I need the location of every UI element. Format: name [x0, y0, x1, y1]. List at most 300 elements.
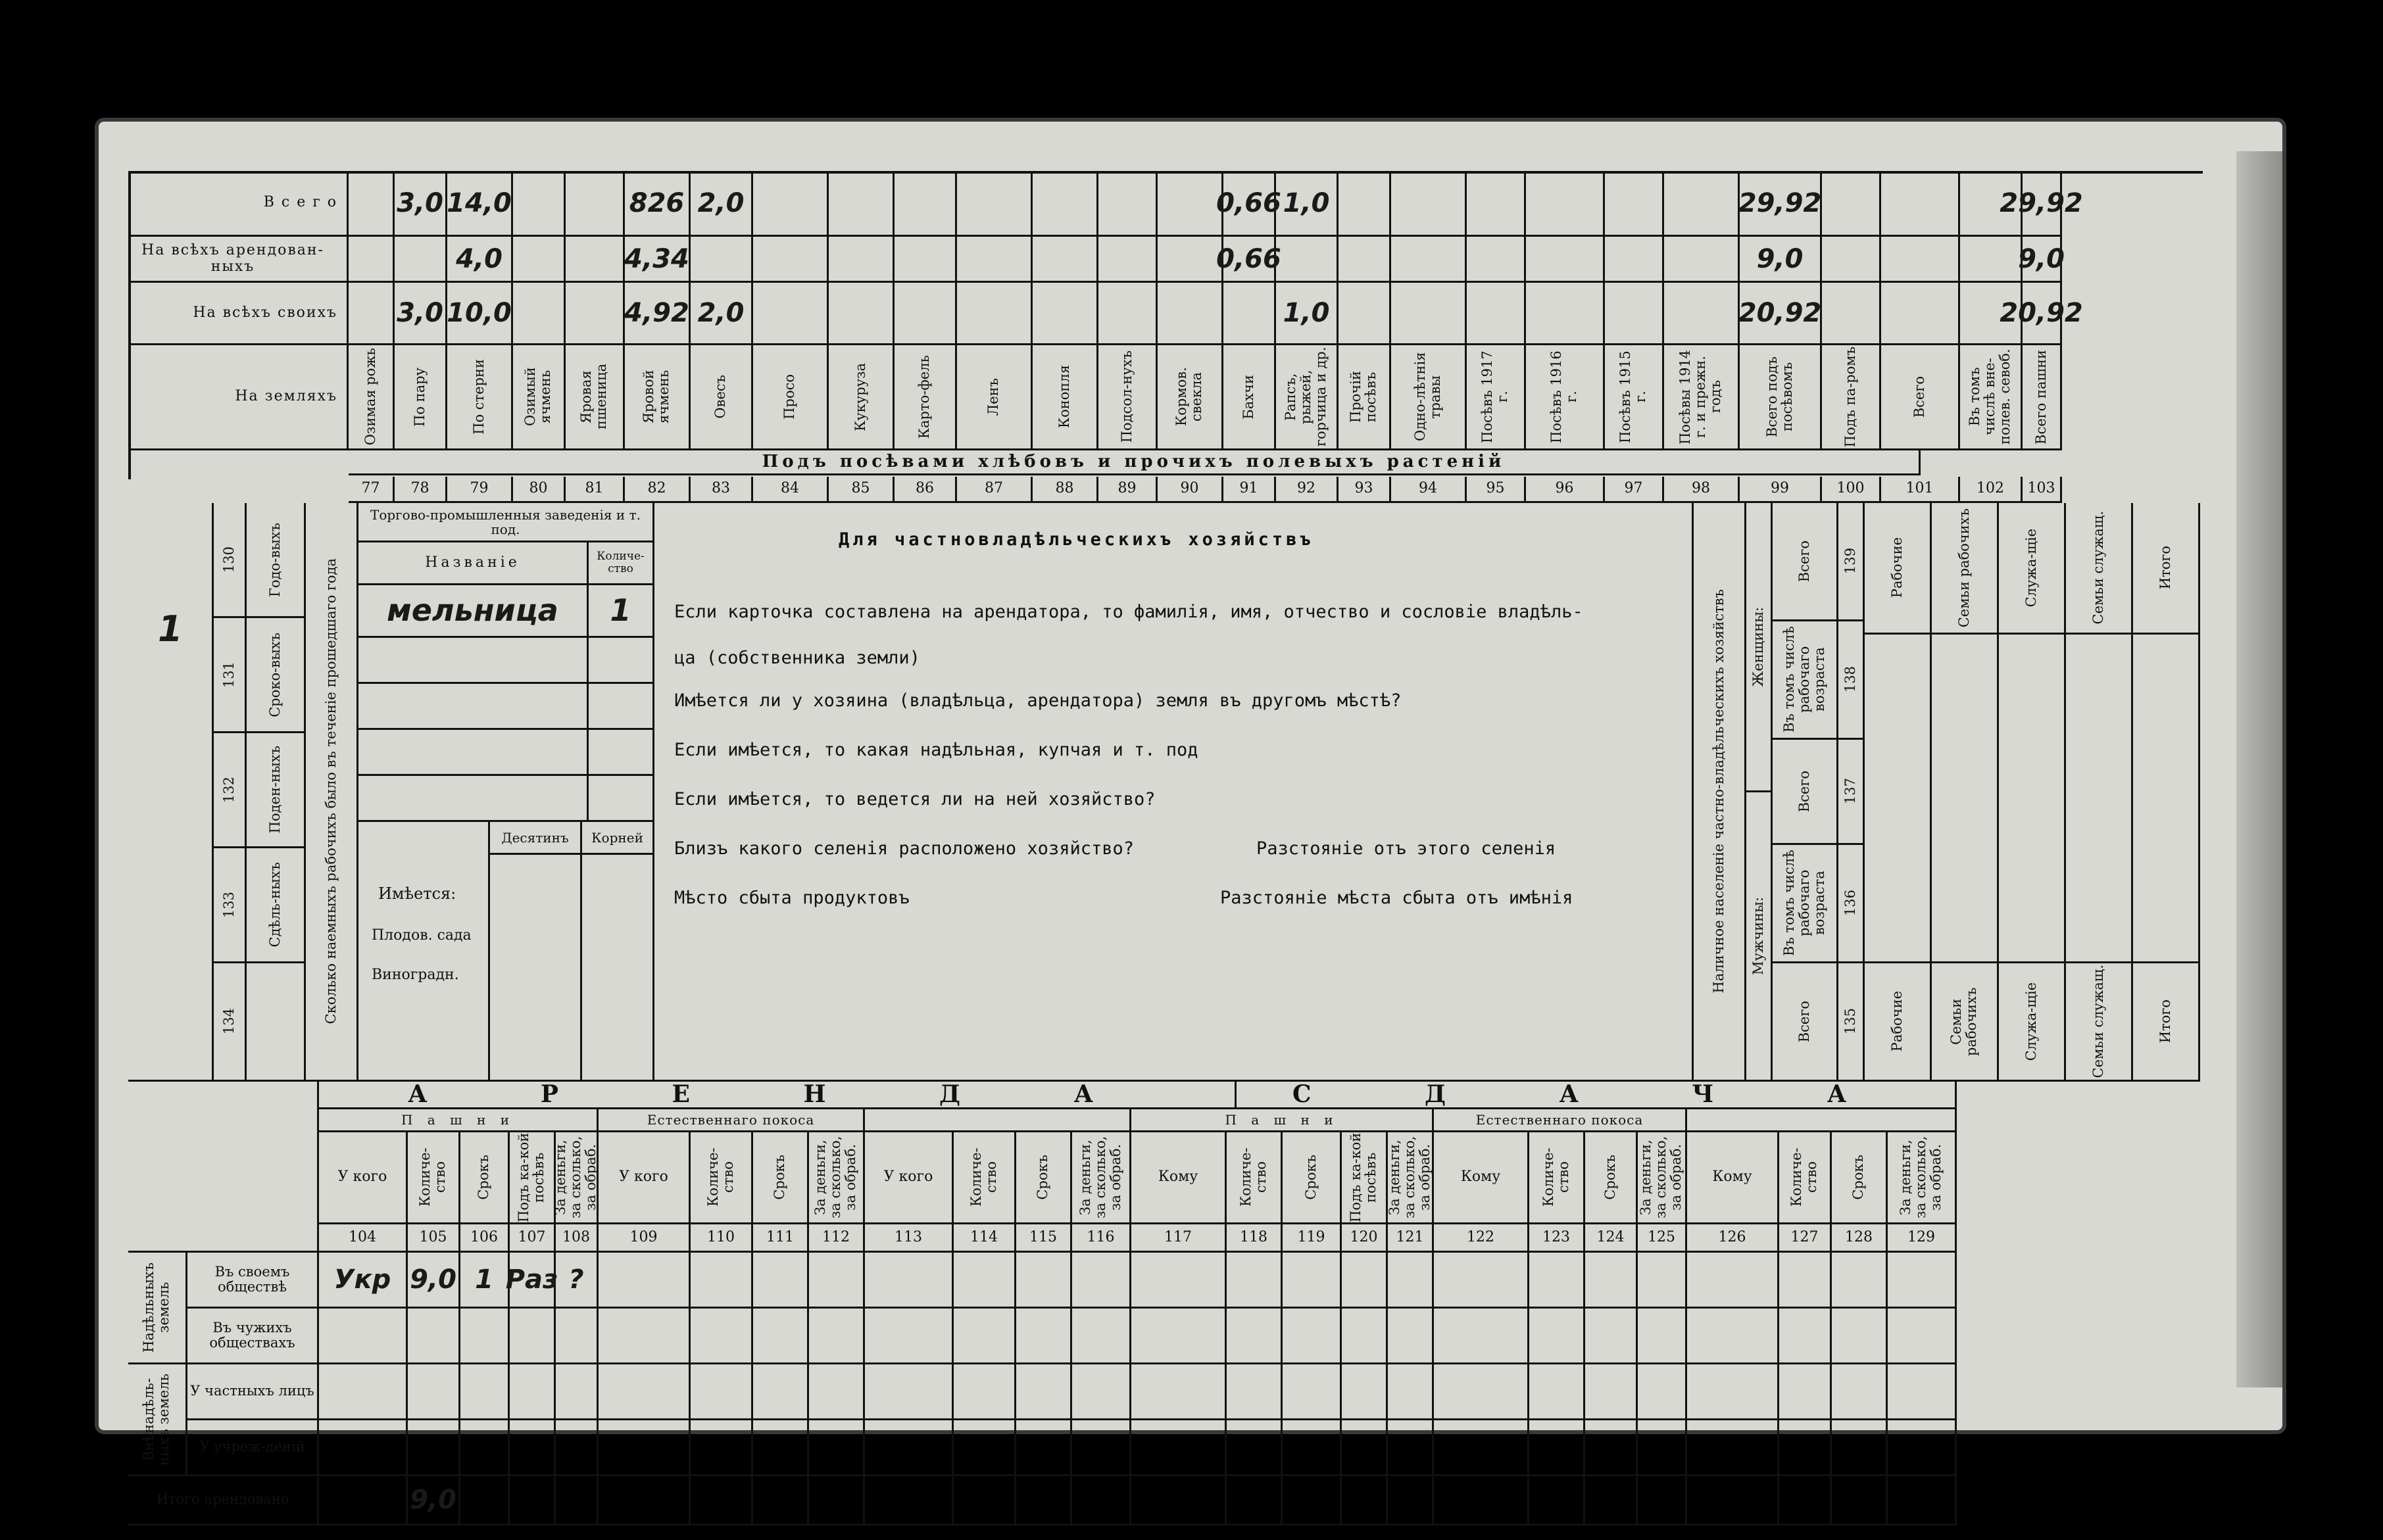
cell-vsego-97 [1605, 171, 1664, 237]
cell-vsego-89 [1098, 171, 1158, 237]
lease-header-106 [460, 1132, 510, 1224]
cell-arend-85 [829, 237, 895, 283]
lease-num-117: 117 [1131, 1224, 1227, 1253]
lease-header-110 [691, 1132, 753, 1224]
lease-num-107: 107 [510, 1224, 556, 1253]
cell-vsego-100 [1822, 171, 1881, 237]
lease-cell-3-114 [954, 1420, 1016, 1476]
cell-vsego-78 [395, 171, 447, 237]
pop-col-mid-sluzh [1999, 635, 2066, 963]
pop-title-text: Наличное населенiе частно-владѣльческихъ хозяйствъ [1710, 589, 1727, 994]
lease-cell-3-110 [691, 1420, 753, 1476]
pop-num-137-text: 137 [1842, 778, 1858, 805]
crop-header-95-text: Посѣвъ 1917 г. [1479, 350, 1511, 443]
lease-cell-0-104 [319, 1253, 408, 1309]
pop-row-label-138 [1773, 621, 1838, 740]
col-num-83: 83 [691, 477, 753, 503]
lease-cell-3-117 [1131, 1420, 1227, 1476]
lease-cell-0-126 [1687, 1253, 1779, 1309]
lease-group-1: Естественнаго покоса [599, 1109, 865, 1132]
lease-corner [128, 1082, 319, 1253]
left-header-133 [247, 848, 306, 963]
row-label-svoi: На всѣхъ своихъ [128, 283, 349, 345]
value-svoi-103: 20,92 [2000, 298, 2083, 328]
lease-num-114: 114 [954, 1224, 1016, 1253]
lease-num-108: 108 [556, 1224, 599, 1253]
korney-col [582, 855, 654, 1082]
lease-group-4: Естественнаго покоса [1434, 1109, 1687, 1132]
lease-cell-2-121 [1388, 1364, 1434, 1420]
lease-cell-1-106 [460, 1309, 510, 1364]
cell-svoi-82 [625, 283, 691, 345]
lease-cell-1-129 [1888, 1309, 1957, 1364]
lease-row-label-0: Въ своемъ обществѣ [187, 1253, 319, 1309]
crop-header-101-text: Всего [1911, 375, 1927, 418]
left-mark-cell [128, 503, 214, 1082]
pop-row-label-137 [1773, 740, 1838, 845]
cell-svoi-80 [513, 283, 566, 345]
lease-num-120: 120 [1342, 1224, 1388, 1253]
crop-header-97-text: Посѣвъ 1915 г. [1617, 350, 1649, 443]
lease-header-121-text: За деньги, за сколько, за обраб. [1386, 1136, 1433, 1219]
crop-header-79-text: По стерни [470, 359, 487, 435]
lease-cell-1-122 [1434, 1309, 1529, 1364]
pop-col-top-itogo-text: Итого [2157, 546, 2173, 590]
crop-header-88 [1033, 345, 1098, 450]
lease-cell-2-109 [599, 1364, 691, 1420]
cell-svoi-77 [349, 283, 395, 345]
lease-cell-4-129 [1888, 1476, 1957, 1526]
private-q4: Если имѣется, то ведется ли на ней хозяйство? [674, 789, 1156, 809]
lease-cell-0-122 [1434, 1253, 1529, 1309]
lease-num-119: 119 [1283, 1224, 1342, 1253]
lease-num-112: 112 [809, 1224, 865, 1253]
lease-cell-0-129 [1888, 1253, 1957, 1309]
lease-cell-2-119 [1283, 1364, 1342, 1420]
naemnyh-label-text: Сколько наемныхъ рабочихъ было въ теченiе прошедшаго года [322, 558, 339, 1024]
lease-cell-3-115 [1016, 1420, 1072, 1476]
lease-header-125-text: За деньги, за сколько, за обраб. [1638, 1136, 1684, 1219]
value-vsego-103: 29,92 [2000, 187, 2083, 218]
lease-header-117: Кому [1131, 1132, 1227, 1224]
lease-cell-2-105 [408, 1364, 460, 1420]
lease-cell-3-122 [1434, 1420, 1529, 1476]
lease-header-112-text: За деньги, за сколько, за обраб. [812, 1136, 859, 1219]
lease-cell-0-121 [1388, 1253, 1434, 1309]
cell-vsego-83 [691, 171, 753, 237]
lease-cell-0-106 [460, 1253, 510, 1309]
crop-header-94 [1391, 345, 1467, 450]
pop-row-label-136-text: Въ томъ числѣ рабочаго возраста [1781, 850, 1828, 957]
trade-empty-3 [358, 730, 589, 776]
trade-empty-qty-3 [589, 730, 654, 776]
value-svoi-92: 1,0 [1283, 298, 1330, 328]
private-title: Для частновладѣльческихъ хозяйствъ [839, 529, 1314, 550]
lease-cell-2-129 [1888, 1364, 1957, 1420]
col-num-97: 97 [1605, 477, 1664, 503]
pop-num-136 [1838, 845, 1865, 963]
lease-value-0-106: 1 [475, 1264, 493, 1295]
cell-arend-99 [1740, 237, 1822, 283]
lease-cell-2-112 [809, 1364, 865, 1420]
lease-cell-0-111 [753, 1253, 809, 1309]
left-num-130-text: 130 [220, 546, 237, 573]
pop-row-label-137-text: Всего [1796, 770, 1812, 813]
lease-cell-4-112 [809, 1476, 865, 1526]
crop-header-80-text: Озимый ячмень [522, 367, 554, 427]
trade-empty-qty-1 [589, 638, 654, 684]
value-vsego-99: 29,92 [1738, 187, 1822, 218]
lease-cell-3-105 [408, 1420, 460, 1476]
lease-cell-4-121 [1388, 1476, 1434, 1526]
lease-header-125 [1638, 1132, 1687, 1224]
left-num-131 [214, 618, 247, 733]
crop-header-77 [349, 345, 395, 450]
cell-arend-84 [753, 237, 829, 283]
cell-arend-94 [1391, 237, 1467, 283]
row-label-arend: На всѣхъ арендован-ныхъ [128, 237, 349, 283]
lease-cell-1-123 [1529, 1309, 1585, 1364]
lease-cell-4-118 [1227, 1476, 1283, 1526]
lease-header-109: У кого [599, 1132, 691, 1224]
lease-header-127-text: Количе-ство [1788, 1147, 1820, 1207]
lease-cell-4-128 [1832, 1476, 1888, 1526]
lease-header-115 [1016, 1132, 1072, 1224]
lease-cell-3-111 [753, 1420, 809, 1476]
trade-empty-qty-4 [589, 776, 654, 822]
lease-cell-4-110 [691, 1476, 753, 1526]
lease-num-113: 113 [865, 1224, 954, 1253]
lease-num-115: 115 [1016, 1224, 1072, 1253]
cell-vsego-77 [349, 171, 395, 237]
lease-header-124 [1585, 1132, 1638, 1224]
lease-cell-4-120 [1342, 1476, 1388, 1526]
lease-header-108 [553, 1132, 599, 1224]
lease-cell-4-114 [954, 1476, 1016, 1526]
pop-col-bot-semi_rab-text: Семьи рабочихъ [1948, 987, 1980, 1056]
cell-arend-91 [1216, 237, 1281, 283]
lease-value-4-105: 9,0 [410, 1485, 456, 1515]
lease-cell-4-126 [1687, 1476, 1779, 1526]
lease-value-0-105: 9,0 [410, 1264, 456, 1295]
pop-num-138 [1838, 621, 1865, 740]
left-header-130 [247, 503, 306, 618]
lease-cell-1-116 [1072, 1309, 1131, 1364]
cell-svoi-84 [753, 283, 829, 345]
lease-cell-2-118 [1227, 1364, 1283, 1420]
crop-header-86 [895, 345, 957, 450]
pop-title [1694, 503, 1746, 1082]
pop-col-top-rabochie-text: Рабочие [1888, 537, 1905, 598]
cell-svoi-96 [1526, 283, 1605, 345]
cell-arend-96 [1526, 237, 1605, 283]
lease-header-105 [408, 1132, 460, 1224]
left-header-134 [247, 963, 306, 1082]
lease-cell-0-119 [1283, 1253, 1342, 1309]
cell-svoi-92 [1276, 283, 1339, 345]
vinograd-text: Виноградн. [372, 967, 459, 983]
lease-num-110: 110 [691, 1224, 753, 1253]
crop-header-90 [1158, 345, 1223, 450]
lease-cell-3-126 [1687, 1420, 1779, 1476]
crop-header-94-text: Одно-лѣтнiя травы [1412, 352, 1443, 442]
crop-header-81-text: Яровая пшеница [578, 364, 610, 430]
imeetsya-text: Имѣется: [378, 884, 456, 903]
cell-svoi-79 [447, 283, 513, 345]
korney-header: Корней [582, 822, 654, 855]
crop-header-87-text: Ленъ [985, 377, 1002, 416]
col-num-93: 93 [1339, 477, 1391, 503]
private-q5b: Разстоянiе отъ этого селенiя [1256, 838, 1556, 859]
crop-header-82-text: Яровой ячмень [641, 370, 672, 424]
lease-group-0: П а ш н и [319, 1109, 599, 1132]
lease-cell-0-107 [505, 1253, 558, 1309]
cell-vsego-93 [1339, 171, 1391, 237]
col-num-79: 79 [447, 477, 513, 503]
lease-group-5 [1687, 1109, 1957, 1132]
trade-title: Торгово-промышленныя заведенiя и т. под. [358, 503, 654, 542]
left-header-130-text: Годо-выхъ [266, 522, 283, 597]
col-num-81: 81 [566, 477, 625, 503]
lease-header-104: У кого [319, 1132, 408, 1224]
lease-cell-3-107 [510, 1420, 556, 1476]
lease-cell-1-120 [1342, 1309, 1388, 1364]
col-num-78: 78 [395, 477, 447, 503]
lease-header-118 [1227, 1132, 1283, 1224]
lease-num-111: 111 [753, 1224, 809, 1253]
cell-vsego-90 [1158, 171, 1223, 237]
lease-cell-0-113 [865, 1253, 954, 1309]
lease-cell-4-104 [319, 1476, 408, 1526]
lease-header-112 [809, 1132, 865, 1224]
cell-vsego-87 [957, 171, 1033, 237]
desyatin-header: Десятинъ [490, 822, 582, 855]
lease-cell-2-123 [1529, 1364, 1585, 1420]
pop-num-135 [1838, 963, 1865, 1082]
col-num-89: 89 [1098, 477, 1158, 503]
lease-header-119 [1283, 1132, 1342, 1224]
lease-cell-1-108 [556, 1309, 599, 1364]
lease-num-123: 123 [1529, 1224, 1585, 1253]
cell-vsego-82 [625, 171, 691, 237]
cell-vsego-88 [1033, 171, 1098, 237]
lease-cell-1-121 [1388, 1309, 1434, 1364]
pop-col-top-rabochie [1865, 503, 1932, 635]
lease-value-0-104: Укр [333, 1264, 391, 1295]
crop-header-103-text: Всего пашни [2032, 349, 2049, 445]
pop-row-label-136 [1773, 845, 1838, 963]
crop-header-82 [625, 345, 691, 450]
lease-cell-1-107 [510, 1309, 556, 1364]
lease-header-114-text: Количе-ство [968, 1147, 999, 1207]
crop-header-90-text: Кормов. свекла [1173, 367, 1205, 427]
lease-cell-1-112 [809, 1309, 865, 1364]
pop-col-mid-itogo [2133, 635, 2200, 963]
lease-cell-1-125 [1638, 1309, 1687, 1364]
col-num-100: 100 [1822, 477, 1881, 503]
lease-cell-0-128 [1832, 1253, 1888, 1309]
lease-cell-3-108 [556, 1420, 599, 1476]
cell-svoi-86 [895, 283, 957, 345]
cell-svoi-98 [1664, 283, 1740, 345]
lease-row-label-4: Итого арендовано [128, 1476, 319, 1526]
crop-header-103 [2023, 345, 2062, 450]
cell-svoi-99 [1740, 283, 1822, 345]
lease-row-label-2: У частныхъ лицъ [187, 1364, 319, 1420]
crop-header-84-text: Просо [781, 374, 798, 420]
lease-cell-4-116 [1072, 1476, 1131, 1526]
crop-header-83 [691, 345, 753, 450]
lease-cell-1-110 [691, 1309, 753, 1364]
col-num-95: 95 [1467, 477, 1526, 503]
lease-cell-2-125 [1638, 1364, 1687, 1420]
lease-cell-0-117 [1131, 1253, 1227, 1309]
lease-cell-2-116 [1072, 1364, 1131, 1420]
col-num-96: 96 [1526, 477, 1605, 503]
cell-arend-101 [1881, 237, 1960, 283]
crop-header-89 [1098, 345, 1158, 450]
col-num-99: 99 [1740, 477, 1822, 503]
value-svoi-78: 3,0 [397, 298, 443, 328]
lease-cell-4-123 [1529, 1476, 1585, 1526]
lease-value-0-107: Раз [505, 1264, 558, 1295]
crop-header-101 [1881, 345, 1960, 450]
lease-cell-4-109 [599, 1476, 691, 1526]
lease-cell-2-122 [1434, 1364, 1529, 1420]
crop-header-84 [753, 345, 829, 450]
cell-arend-97 [1605, 237, 1664, 283]
value-svoi-99: 20,92 [1738, 298, 1822, 328]
naemnyh-label [306, 503, 358, 1082]
lease-cell-2-110 [691, 1364, 753, 1420]
lease-header-119-text: Срокъ [1302, 1155, 1319, 1200]
crop-header-100-text: Подъ па-ромъ [1842, 346, 1858, 448]
cell-svoi-94 [1391, 283, 1467, 345]
lease-header-105-text: Количе-ство [417, 1147, 449, 1207]
left-num-132-text: 132 [220, 776, 237, 804]
lease-cell-1-118 [1227, 1309, 1283, 1364]
crop-header-86-text: Карто-фель [916, 354, 933, 439]
lease-cell-1-115 [1016, 1309, 1072, 1364]
pop-col-bot-rabochie [1865, 963, 1932, 1082]
lease-cell-3-120 [1342, 1420, 1388, 1476]
cell-arend-83 [691, 237, 753, 283]
lease-cell-2-114 [954, 1364, 1016, 1420]
cell-arend-77 [349, 237, 395, 283]
value-svoi-82: 4,92 [624, 298, 689, 328]
left-num-133-text: 133 [220, 891, 237, 919]
cell-svoi-95 [1467, 283, 1526, 345]
pop-col-mid-rabochie [1865, 635, 1932, 963]
lease-num-104: 104 [319, 1224, 408, 1253]
pop-col-top-semi_sluzh-text: Семьи служащ. [2090, 511, 2106, 625]
lease-header-108-text: За деньги, за сколько, за обраб. [553, 1136, 599, 1219]
left-header-131-text: Сроко-выхъ [266, 632, 283, 717]
value-arend-91: 0,66 [1216, 243, 1281, 274]
lease-header-115-text: Срокъ [1035, 1155, 1051, 1200]
lease-cell-2-127 [1779, 1364, 1832, 1420]
trade-empty-1 [358, 638, 589, 684]
value-vsego-78: 3,0 [397, 187, 443, 218]
cell-vsego-94 [1391, 171, 1467, 237]
crop-header-87 [957, 345, 1033, 450]
crop-header-92-text: Рапсъ, рыжей, горчица и др. [1283, 347, 1329, 447]
lease-cell-3-123 [1529, 1420, 1585, 1476]
cell-svoi-85 [829, 283, 895, 345]
cell-vsego-96 [1526, 171, 1605, 237]
cell-arend-100 [1822, 237, 1881, 283]
private-q1: Если карточка составлена на арендатора, то фамилiя, имя, отчество и сословiе владѣль- [674, 602, 1583, 622]
lease-header-123-text: Количе-ство [1540, 1147, 1571, 1207]
col-num-85: 85 [829, 477, 895, 503]
pop-col-bot-sluzh-text: Служа-щiе [2023, 982, 2039, 1061]
lease-cell-2-128 [1832, 1364, 1888, 1420]
lease-cell-2-120 [1342, 1364, 1388, 1420]
cell-vsego-84 [753, 171, 829, 237]
pop-row-label-138-text: Въ томъ числѣ рабочаго возраста [1781, 626, 1828, 733]
lease-cell-2-104 [319, 1364, 408, 1420]
lease-header-106-text: Срокъ [476, 1155, 492, 1200]
lease-grp1-text: Надѣльныхъ земель [141, 1262, 172, 1353]
lease-cell-1-128 [1832, 1309, 1888, 1364]
cell-arend-103 [2018, 237, 2065, 283]
lease-cell-3-129 [1888, 1420, 1957, 1476]
trade-empty-qty-2 [589, 684, 654, 730]
lease-header-126: Кому [1687, 1132, 1779, 1224]
col-num-88: 88 [1033, 477, 1098, 503]
card-edge [2236, 151, 2282, 1387]
pop-col-bot-sluzh [1999, 963, 2066, 1082]
lease-num-121: 121 [1388, 1224, 1434, 1253]
cell-arend-95 [1467, 237, 1526, 283]
lease-cell-3-124 [1585, 1420, 1638, 1476]
pop-col-top-sluzh [1999, 503, 2066, 635]
private-q2: Имѣется ли у хозяина (владѣльца, арендатора) земля въ другомъ мѣстѣ? [674, 690, 1402, 711]
cell-svoi-81 [566, 283, 625, 345]
value-vsego-79: 14,0 [447, 187, 512, 218]
cell-vsego-79 [447, 171, 513, 237]
lease-cell-2-126 [1687, 1364, 1779, 1420]
cell-vsego-85 [829, 171, 895, 237]
lease-cell-4-108 [556, 1476, 599, 1526]
lease-cell-1-124 [1585, 1309, 1638, 1364]
crop-header-93-text: Прочiй посѣвъ [1348, 371, 1379, 423]
cell-svoi-93 [1339, 283, 1391, 345]
lease-cell-2-124 [1585, 1364, 1638, 1420]
lease-header-110-text: Количе-ство [704, 1147, 736, 1207]
lease-cell-4-122 [1434, 1476, 1529, 1526]
crop-header-85 [829, 345, 895, 450]
crop-header-81 [566, 345, 625, 450]
lease-num-122: 122 [1434, 1224, 1529, 1253]
value-svoi-79: 10,0 [447, 298, 512, 328]
lease-cell-1-105 [408, 1309, 460, 1364]
value-vsego-83: 2,0 [697, 187, 745, 218]
lease-num-118: 118 [1227, 1224, 1283, 1253]
col-num-94: 94 [1391, 477, 1467, 503]
lease-cell-2-107 [510, 1364, 556, 1420]
lease-header-122: Кому [1434, 1132, 1529, 1224]
pop-num-136-text: 136 [1842, 890, 1858, 917]
pop-col-bot-rabochie-text: Рабочие [1888, 991, 1905, 1052]
crop-header-96-text: Посѣвъ 1916 г. [1548, 350, 1580, 443]
value-vsego-91: 0,66 [1216, 187, 1281, 218]
crop-header-100 [1822, 345, 1881, 450]
pop-col-top-sluzh-text: Служа-щiе [2023, 528, 2039, 608]
cell-arend-90 [1158, 237, 1223, 283]
lease-cell-0-110 [691, 1253, 753, 1309]
lease-header-129 [1888, 1132, 1957, 1224]
